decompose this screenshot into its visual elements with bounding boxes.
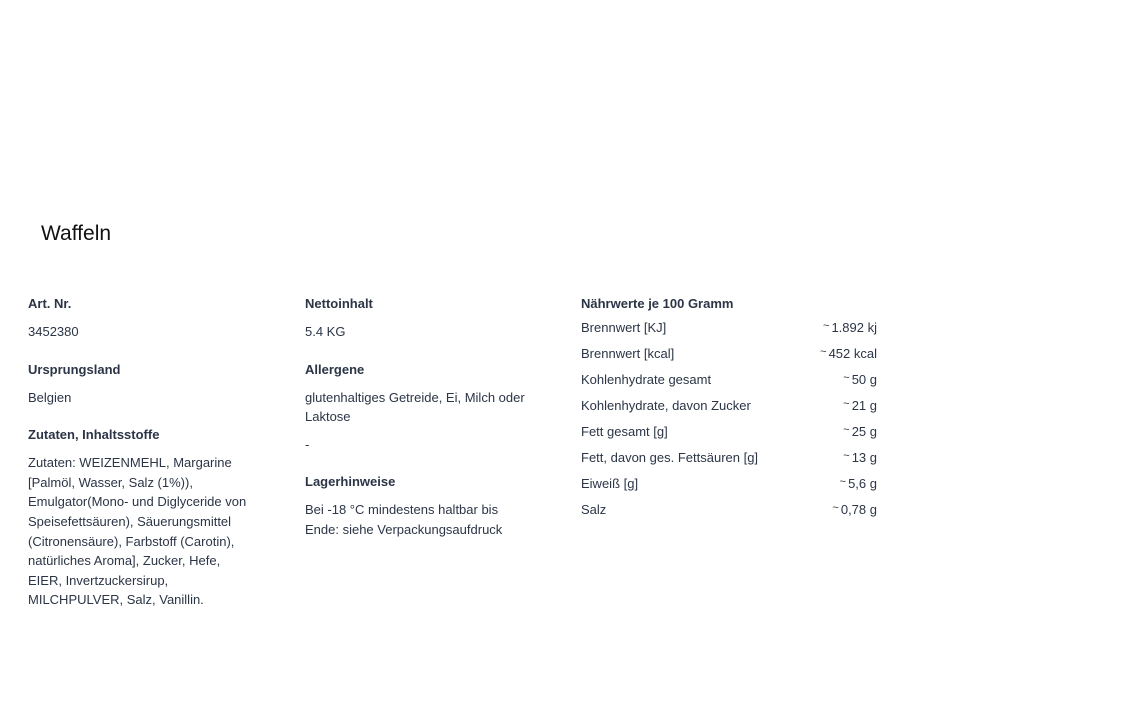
nutrition-value-cell bbox=[832, 500, 877, 526]
ingredients-label: Zutaten, Inhaltsstoffe bbox=[28, 427, 160, 443]
net-content-label: Nettoinhalt bbox=[305, 296, 373, 311]
net-content-value: 5.4 KG bbox=[305, 324, 346, 339]
column-content-info bbox=[305, 294, 525, 558]
nutrition-value-cell bbox=[843, 422, 877, 448]
article-number-label: Art. Nr. bbox=[28, 296, 72, 311]
nutrition-value: 25 g bbox=[851, 424, 877, 439]
approx-tilde: ~ bbox=[839, 476, 847, 488]
origin-label: Ursprungsland bbox=[28, 361, 121, 377]
ingredients-value: Zutaten: WEIZENMEHL, Margarine [Palmöl, Wasser, Salz (1%)), Emulgator(Mono- und Diglyceride von Speisefettsäuren), Säuerungsmittel (Citronensäure), Farbstoff (Carotin), natürliches Aroma], Zucker, Hefe, EIER, Invertzuckersirup, MILCHPULVER, Salz, Vanillin. bbox=[28, 455, 247, 608]
storage-section bbox=[305, 472, 525, 539]
nutrition-value-cell bbox=[823, 318, 877, 344]
allergens-value: glutenhaltiges Getreide, Ei, Milch oder Laktose bbox=[305, 389, 525, 425]
nutrition-heading: Nährwerte je 100 Gramm bbox=[581, 296, 734, 311]
nutrition-row bbox=[581, 370, 877, 396]
ingredients-section bbox=[28, 425, 248, 610]
nutrition-name: Salz bbox=[581, 502, 607, 517]
page-title: Waffeln bbox=[41, 222, 112, 245]
nutrition-row bbox=[581, 344, 877, 370]
nutrition-row bbox=[581, 318, 877, 344]
approx-tilde: ~ bbox=[843, 450, 850, 462]
nutrition-value: 21 g bbox=[851, 398, 877, 413]
nutrition-value-cell bbox=[843, 370, 877, 396]
column-nutrition bbox=[581, 294, 881, 526]
approx-tilde: ~ bbox=[820, 346, 827, 358]
approx-tilde: ~ bbox=[843, 424, 850, 436]
nutrition-table bbox=[581, 318, 881, 526]
nutrition-name: Kohlenhydrate, davon Zucker bbox=[581, 398, 751, 413]
nutrition-value-cell bbox=[843, 396, 877, 422]
origin-value: Belgien bbox=[28, 389, 72, 405]
origin-section bbox=[28, 360, 248, 408]
allergens-label: Allergene bbox=[305, 361, 365, 377]
approx-tilde: ~ bbox=[843, 372, 850, 384]
approx-tilde: ~ bbox=[823, 320, 830, 332]
nutrition-name: Brennwert [kcal] bbox=[581, 346, 675, 361]
storage-value: Bei -18 °C mindestens haltbar bis Ende: siehe Verpackungsaufdruck bbox=[305, 502, 503, 537]
nutrition-value: 5,6 g bbox=[848, 476, 877, 491]
net-content-section bbox=[305, 294, 525, 342]
storage-label: Lagerhinweise bbox=[305, 474, 396, 490]
nutrition-value: 13 g bbox=[851, 450, 877, 465]
nutrition-value-cell bbox=[840, 474, 877, 500]
nutrition-value: 0,78 g bbox=[840, 502, 877, 517]
nutrition-value-cell bbox=[820, 344, 877, 370]
nutrition-name: Fett gesamt [g] bbox=[581, 424, 668, 439]
approx-tilde: ~ bbox=[832, 502, 839, 514]
nutrition-value: 1.892 kj bbox=[831, 320, 877, 335]
approx-tilde: ~ bbox=[843, 398, 850, 410]
nutrition-name: Fett, davon ges. Fettsäuren [g] bbox=[581, 450, 759, 465]
article-number-section bbox=[28, 294, 248, 342]
nutrition-row bbox=[581, 474, 877, 500]
nutrition-row bbox=[581, 422, 877, 448]
nutrition-value-cell bbox=[843, 448, 877, 474]
nutrition-name: Kohlenhydrate gesamt bbox=[581, 372, 712, 387]
allergens-section bbox=[305, 360, 525, 455]
article-number-value: 3452380 bbox=[28, 324, 79, 339]
nutrition-row bbox=[581, 396, 877, 422]
allergens-dash: - bbox=[305, 436, 310, 452]
nutrition-row bbox=[581, 500, 877, 526]
nutrition-value: 50 g bbox=[851, 372, 877, 387]
nutrition-name: Brennwert [KJ] bbox=[581, 320, 667, 335]
nutrition-row bbox=[581, 448, 877, 474]
column-basic-info bbox=[28, 294, 248, 628]
nutrition-name: Eiweiß [g] bbox=[581, 476, 639, 491]
nutrition-value: 452 kcal bbox=[828, 346, 877, 361]
